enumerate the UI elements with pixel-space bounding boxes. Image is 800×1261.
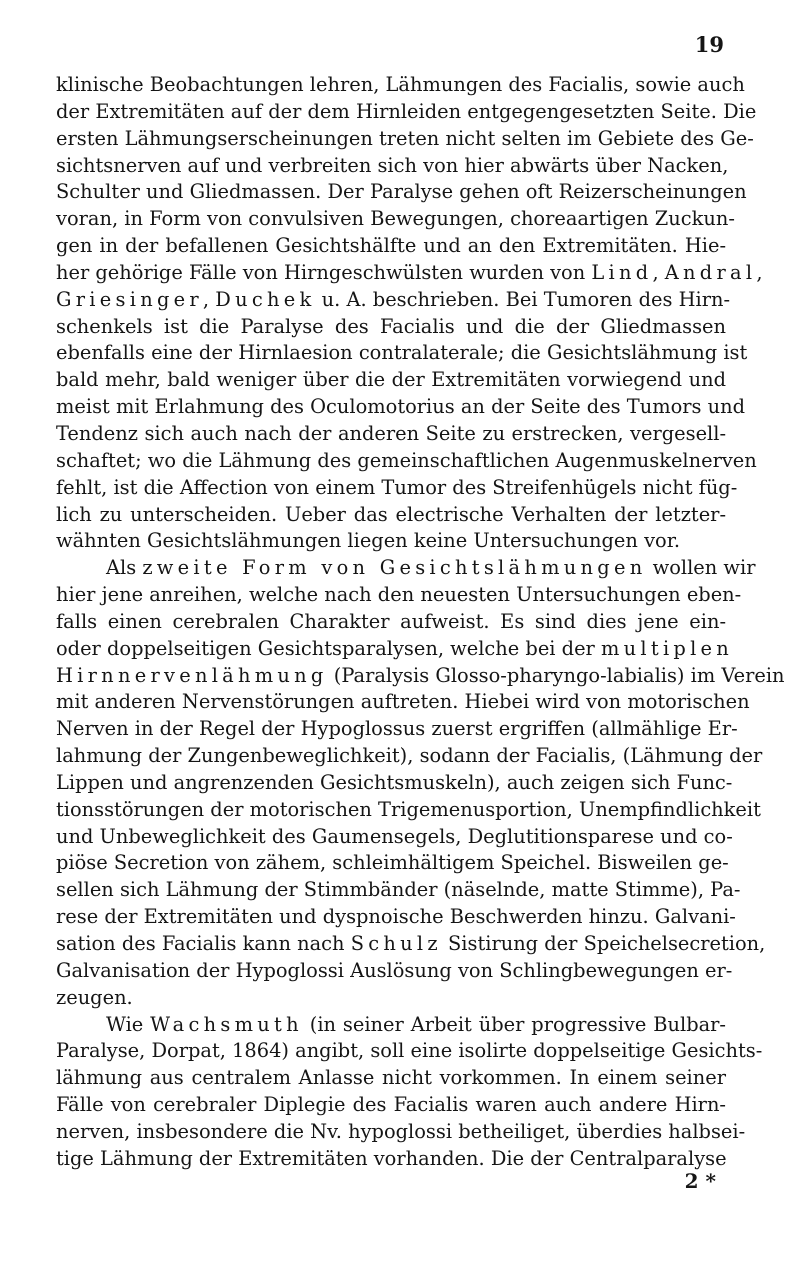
text-segment: (in seiner Arbeit über progressive Bulbar-	[302, 1012, 726, 1036]
text-line	[56, 287, 731, 314]
text-segment: gen in der befallenen Gesichtshälfte und an den Extremitäten. Hie-	[56, 234, 726, 258]
text-segment: hier jene anreihen, welche nach den neuesten Untersuchungen eben-	[56, 583, 742, 607]
text-segment: Tendenz sich auch nach der anderen Seite zu erstrecken, vergesell-	[56, 421, 726, 445]
text-line	[56, 931, 766, 958]
text-segment: bald mehr, bald weniger über die der Extremitäten vorwiegend und	[56, 368, 726, 392]
text-line	[56, 206, 735, 233]
text-segment: Als	[106, 556, 143, 580]
text-segment: piöse Secretion von zähem, schleimhältigem Speichel. Bisweilen ge-	[56, 851, 729, 875]
text-line	[56, 636, 734, 663]
text-segment: falls einen cerebralen Charakter aufweist. Es sind dies jene ein-	[56, 609, 726, 633]
text-segment: schenkels ist die Paralyse des Facialis und die der Gliedmassen	[56, 314, 726, 338]
text-line	[56, 1012, 726, 1039]
text-segment: ersten Lähmungserscheinungen treten nicht selten im Gebiete des Ge-	[56, 126, 754, 150]
text-line	[56, 958, 733, 985]
author-name: Lind	[591, 260, 653, 284]
text-line	[56, 179, 747, 206]
text-segment: ,	[756, 260, 763, 284]
text-line	[56, 233, 726, 260]
author-name: Andral	[664, 260, 757, 284]
author-name: Duchek	[215, 287, 316, 311]
text-segment: meist mit Erlahmung des Oculomotorius an der Seite des Tumors und	[56, 395, 746, 419]
text-segment: wollen wir	[646, 556, 756, 580]
text-line	[56, 1038, 763, 1065]
signature-mark: 2 *	[684, 1169, 716, 1193]
text-segment: lähmung aus centralem Anlasse nicht vorkommen. In einem seiner	[56, 1066, 726, 1090]
text-line	[56, 1092, 726, 1119]
text-line	[56, 824, 733, 851]
text-segment: sichtsnerven auf und verbreiten sich von hier abwärts über Nacken,	[56, 153, 729, 177]
text-line	[56, 850, 729, 877]
text-segment: ebenfalls eine der Hirnlaesion contralaterale; die Gesichtslähmung ist	[56, 341, 748, 365]
text-line	[56, 260, 763, 287]
text-segment: (Paralysis Glosso-pharyngo-labialis) im Verein	[327, 663, 785, 687]
text-line	[56, 475, 738, 502]
text-line	[56, 716, 738, 743]
text-line	[56, 985, 726, 1012]
emphasized-term: zweite Form von Gesichtslähmungen	[142, 556, 647, 580]
author-name: Griesinger	[56, 287, 203, 311]
text-segment: der Extremitäten auf der dem Hirnleiden entgegengesetzten Seite. Die	[56, 99, 757, 123]
text-line	[56, 502, 726, 529]
emphasized-term: multiplen	[601, 636, 734, 660]
text-line	[56, 394, 746, 421]
text-segment: lich zu unterscheiden. Ueber das electrische Verhalten der letzter-	[56, 502, 726, 526]
text-segment: wähnten Gesichtslähmungen liegen keine Untersuchungen vor.	[56, 529, 680, 553]
text-line	[56, 528, 726, 555]
text-segment: Schulter und Gliedmassen. Der Paralyse gehen oft Reizerscheinungen	[56, 180, 747, 204]
author-name: Wachsmuth	[150, 1012, 303, 1036]
emphasized-term: Hirnnervenlähmung	[56, 663, 328, 687]
text-line	[56, 448, 757, 475]
text-segment: Fälle von cerebraler Diplegie des Facialis waren auch andere Hirn-	[56, 1093, 726, 1117]
text-line	[56, 797, 761, 824]
text-segment: u. A. beschrieben. Bei Tumoren des Hirn-	[315, 287, 731, 311]
text-segment: tige Lähmung der Extremitäten vorhanden. Die der Centralparalyse	[56, 1146, 727, 1170]
text-line	[56, 126, 754, 153]
text-segment: ,	[652, 260, 665, 284]
text-line	[56, 1146, 726, 1173]
text-segment: Sistirung der Speichelsecretion,	[441, 932, 766, 955]
text-segment: sation des Facialis kann nach	[56, 932, 351, 955]
text-segment: tionsstörungen der motorischen Trigemenusportion, Unempfindlichkeit	[56, 797, 761, 821]
text-line	[56, 1065, 726, 1092]
text-line	[56, 72, 745, 99]
text-segment: Nerven in der Regel der Hypoglossus zuerst ergriffen (allmählige Er-	[56, 717, 738, 741]
text-segment: zeugen.	[56, 985, 133, 1009]
text-line	[56, 421, 726, 448]
text-segment: rese der Extremitäten und dyspnoische Beschwerden hinzu. Galvani-	[56, 905, 736, 929]
text-segment: Wie	[106, 1012, 151, 1036]
text-segment: mit anderen Nervenstörungen auftreten. Hiebei wird von motorischen	[56, 690, 750, 714]
author-name: Schulz	[350, 932, 442, 955]
text-segment: oder doppelseitigen Gesichtsparalysen, welche bei der	[56, 636, 601, 660]
text-segment: voran, in Form von convulsiven Bewegungen, choreaartigen Zuckun-	[56, 207, 735, 231]
text-segment: Paralyse, Dorpat, 1864) angibt, soll eine isolirte doppelseitige Gesichts-	[56, 1039, 763, 1063]
page-number: 19	[694, 32, 724, 57]
text-segment: lahmung der Zungenbeweglichkeit), sodann der Facialis, (Lähmung der	[56, 744, 763, 768]
body-text	[56, 72, 785, 1173]
text-segment: fehlt, ist die Affection von einem Tumor des Streifenhügels nicht füg-	[56, 475, 738, 499]
text-segment: und Unbeweglichkeit des Gaumensegels, Deglutitionsparese und co-	[56, 824, 733, 848]
text-segment: Lippen und angrenzenden Gesichtsmuskeln), auch zeigen sich Func-	[56, 770, 733, 794]
text-line	[56, 153, 729, 180]
text-segment: sellen sich Lähmung der Stimmbänder (näselnde, matte Stimme), Pa-	[56, 878, 741, 902]
text-line	[56, 904, 736, 931]
text-line	[56, 367, 726, 394]
text-segment: klinische Beobachtungen lehren, Lähmungen des Facialis, sowie auch	[56, 73, 745, 96]
text-line	[56, 1119, 746, 1146]
text-segment: Galvanisation der Hypoglossi Auslösung von Schlingbewegungen er-	[56, 958, 733, 982]
text-line	[56, 582, 742, 609]
text-line	[56, 555, 756, 582]
text-line	[56, 609, 726, 636]
text-line	[56, 689, 750, 716]
text-line	[56, 340, 748, 367]
text-line	[56, 877, 741, 904]
text-line	[56, 663, 785, 690]
text-line	[56, 314, 726, 341]
text-segment: nerven, insbesondere die Nv. hypoglossi betheiliget, überdies halbsei-	[56, 1119, 746, 1143]
text-line	[56, 99, 757, 126]
text-segment: schaftet; wo die Lähmung des gemeinschaftlichen Augenmuskelnerven	[56, 448, 757, 472]
text-line	[56, 770, 733, 797]
text-segment: her gehörige Fälle von Hirngeschwülsten wurden von	[56, 260, 592, 284]
text-segment: ,	[202, 287, 216, 311]
text-line	[56, 743, 763, 770]
